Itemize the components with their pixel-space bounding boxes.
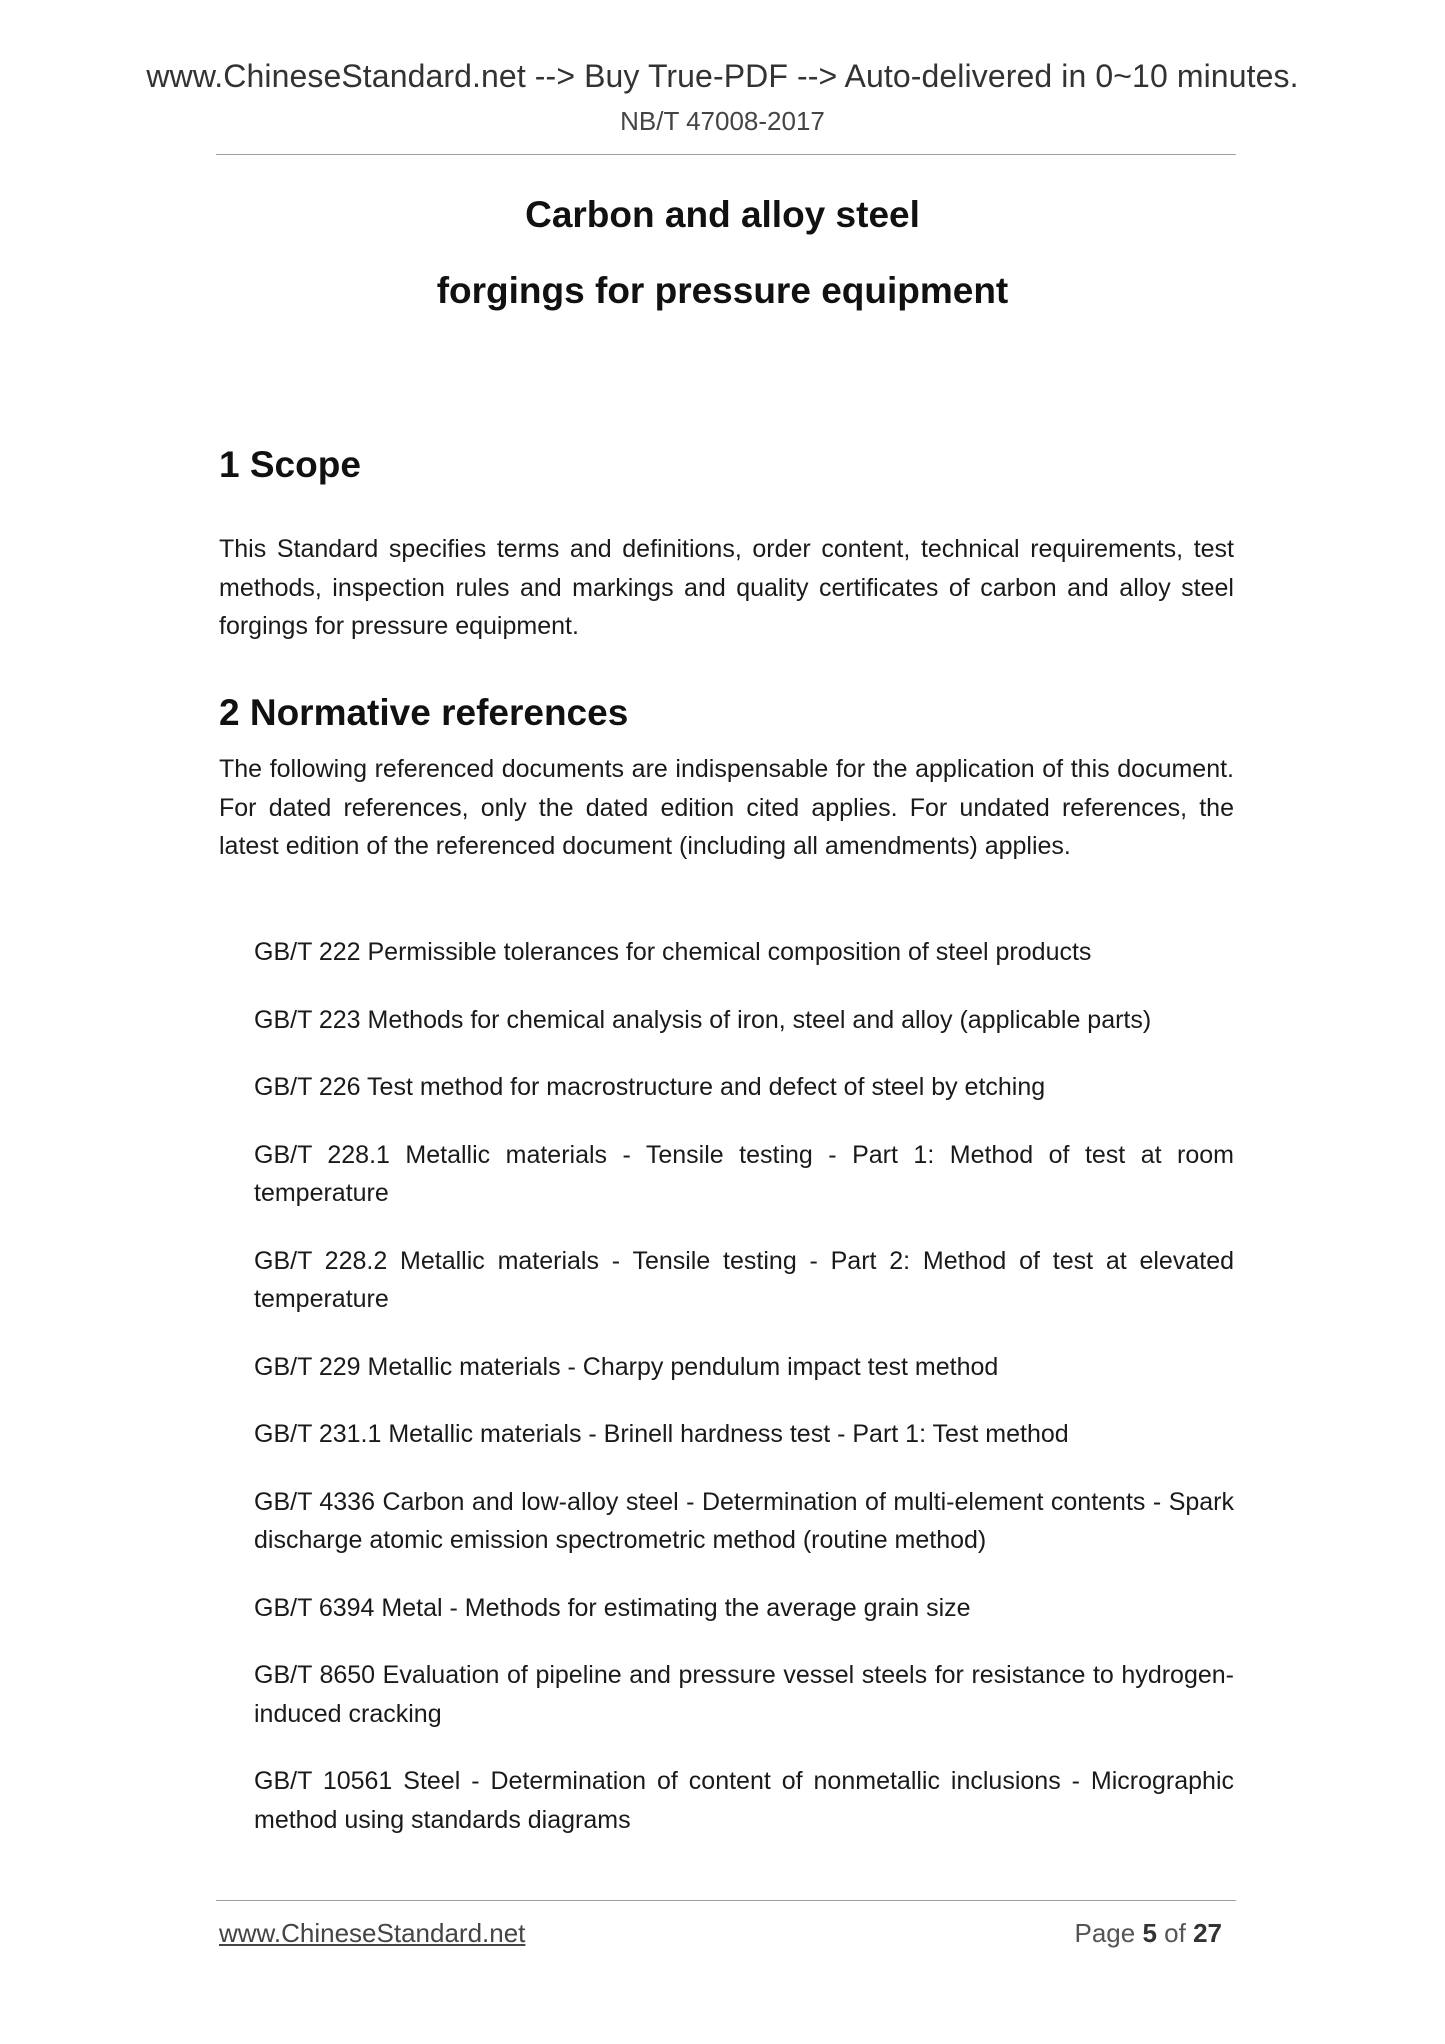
- reference-item: GB/T 228.2 Metallic materials - Tensile testing - Part 2: Method of test at elevated temperature: [254, 1246, 1234, 1313]
- reference-item: GB/T 10561 Steel - Determination of content of nonmetallic inclusions - Micrographic method using standards diagrams: [254, 1767, 1234, 1834]
- footer-divider: [216, 1900, 1236, 1901]
- normative-references-paragraph: The following referenced documents are indispensable for the application of this document. For dated references, only the dated edition cited applies. For undated references, the latest edition of the referenced document (including all amendments) applies.: [219, 755, 1234, 860]
- page-prefix: Page: [1074, 1918, 1136, 1948]
- footer-site-link[interactable]: www.ChineseStandard.net: [219, 1918, 526, 1948]
- reference-item: GB/T 223 Methods for chemical analysis of iron, steel and alloy (applicable parts): [254, 1005, 1152, 1034]
- reference-list: [254, 933, 1234, 1868]
- reference-item: GB/T 222 Permissible tolerances for chemical composition of steel products: [254, 938, 1092, 966]
- document-title-line-1: Carbon and alloy steel: [525, 194, 920, 235]
- document-title-line-2: forgings for pressure equipment: [436, 270, 1009, 311]
- page-of: of: [1164, 1918, 1186, 1948]
- reference-item: GB/T 8650 Evaluation of pipeline and pressure vessel steels for resistance to hydrogen-induced cracking: [254, 1661, 1234, 1728]
- reference-item: GB/T 4336 Carbon and low-alloy steel - Determination of multi-element contents - Spark discharge atomic emission spectrometric method (routine method): [254, 1487, 1234, 1554]
- scope-paragraph: This Standard specifies terms and definitions, order content, technical requirements, test methods, inspection rules and markings and quality certificates of carbon and alloy steel forgings for pressure equipment.: [219, 535, 1234, 640]
- document-number: NB/T 47008-2017: [620, 106, 825, 136]
- header-banner: www.ChineseStandard.net --> Buy True-PDF --> Auto-delivered in 0~10 minutes.: [146, 58, 1299, 94]
- reference-item: GB/T 231.1 Metallic materials - Brinell hardness test - Part 1: Test method: [254, 1420, 1069, 1448]
- section-heading-normative-references: 2 Normative references: [219, 692, 629, 733]
- reference-item: GB/T 226 Test method for macrostructure and defect of steel by etching: [254, 1073, 1046, 1101]
- reference-item: GB/T 228.1 Metallic materials - Tensile testing - Part 1: Method of test at room temperature: [254, 1140, 1234, 1207]
- page-indicator: [1074, 1918, 1222, 1949]
- page-current: 5: [1142, 1918, 1157, 1948]
- header-divider: [216, 154, 1236, 155]
- page-total: 27: [1193, 1918, 1222, 1948]
- reference-item: GB/T 229 Metallic materials - Charpy pendulum impact test method: [254, 1352, 999, 1381]
- section-heading-scope: 1 Scope: [219, 444, 361, 485]
- reference-item: GB/T 6394 Metal - Methods for estimating the average grain size: [254, 1593, 971, 1622]
